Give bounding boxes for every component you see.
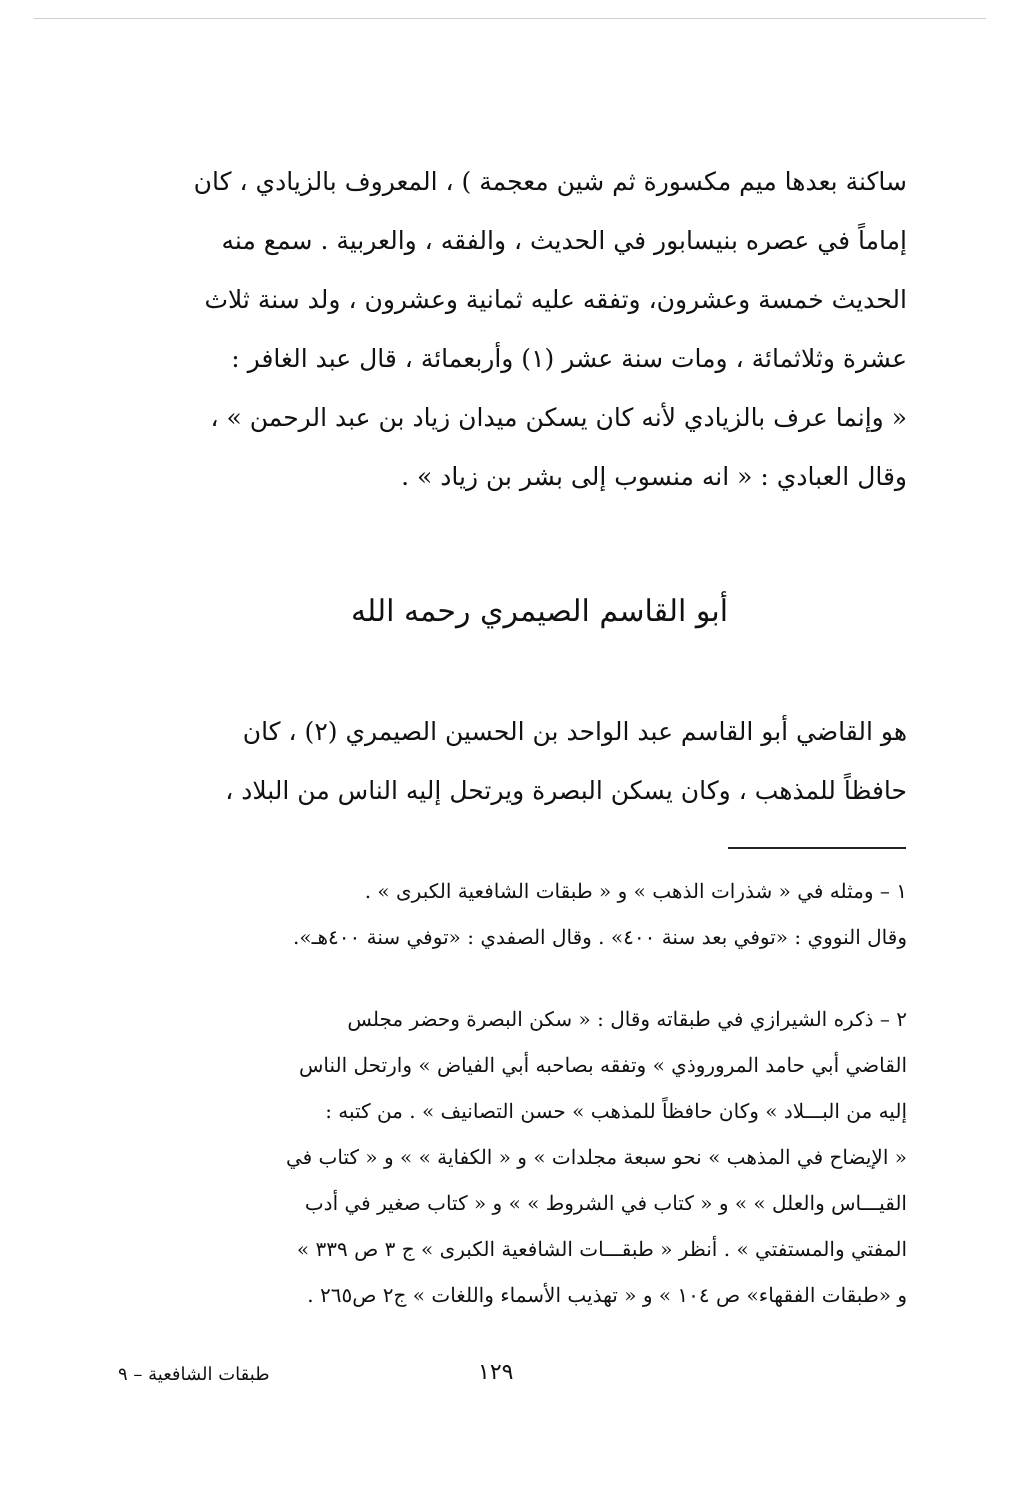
body-line: إماماً في عصره بنيسابور في الحديث ، والفقه ، والعربية . سمع منه bbox=[221, 226, 907, 255]
body-line: الحديث خمسة وعشرون، وتفقه عليه ثمانية وعشرون ، ولد سنة ثلاث bbox=[204, 285, 907, 314]
footnote-2 bbox=[150, 996, 907, 1318]
body-line: ساكنة بعدها ميم مكسورة ثم شين معجمة ) ، المعروف بالزيادي ، كان bbox=[193, 167, 907, 196]
page-footer bbox=[0, 1360, 1024, 1400]
section-line: هو القاضي أبو القاسم عبد الواحد بن الحسين الصيمري (٢) ، كان bbox=[242, 717, 907, 746]
footnote-line: و «طبقات الفقهاء» ص ١٠٤ » و « تهذيب الأسماء واللغات » ج٢ ص٢٦٥ . bbox=[307, 1283, 907, 1307]
body-line: وقال العبادي : « انه منسوب إلى بشر بن زياد » . bbox=[401, 462, 907, 491]
footnote-separator bbox=[728, 847, 906, 849]
page-number: ١٢٩ bbox=[478, 1360, 514, 1385]
top-rule bbox=[34, 18, 986, 19]
footnote-line: القيـــاس والعلل » » و « كتاب في الشروط » » و « كتاب صغير في أدب bbox=[304, 1191, 907, 1215]
footnote-line: المفتي والمستفتي » . أنظر « طبقـــات الشافعية الكبرى » ج ٣ ص ٣٣٩ » bbox=[296, 1237, 907, 1261]
signature-mark: طبقات الشافعية – ٩ bbox=[118, 1364, 270, 1385]
body-line: « وإنما عرف بالزيادي لأنه كان يسكن ميدان زياد بن عبد الرحمن » ، bbox=[210, 403, 907, 432]
footnote-line: « الإيضاح في المذهب » نحو سبعة مجلدات » و « الكفاية » » و « كتاب في bbox=[285, 1145, 907, 1169]
body-line: عشرة وثلاثمائة ، ومات سنة عشر (١) وأربعمائة ، قال عبد الغافر : bbox=[231, 344, 907, 373]
section-line: حافظاً للمذهب ، وكان يسكن البصرة ويرتحل إليه الناس من البلاد ، bbox=[225, 776, 907, 805]
section-text bbox=[172, 702, 907, 820]
section-heading: أبو القاسم الصيمري رحمه الله bbox=[350, 594, 729, 629]
footnote-line: إليه من البـــلاد » وكان حافظاً للمذهب » حسن التصانيف » . من كتبه : bbox=[325, 1099, 907, 1123]
body-text bbox=[172, 152, 907, 506]
footnote-line: القاضي أبي حامد المروروذي » وتفقه بصاحبه أبي الفياض » وارتحل الناس bbox=[298, 1053, 907, 1077]
footnote-line: ٢ – ذكره الشيرازي في طبقاته وقال : « سكن البصرة وحضر مجلس bbox=[347, 1007, 907, 1031]
footnote-line: وقال النووي : «توفي بعد سنة ٤٠٠» . وقال الصفدي : «توفي سنة ٤٠٠هـ». bbox=[293, 925, 907, 949]
footnote-1 bbox=[150, 868, 907, 960]
footnote-line: ١ – ومثله في « شذرات الذهب » و « طبقات الشافعية الكبرى » . bbox=[364, 879, 907, 903]
